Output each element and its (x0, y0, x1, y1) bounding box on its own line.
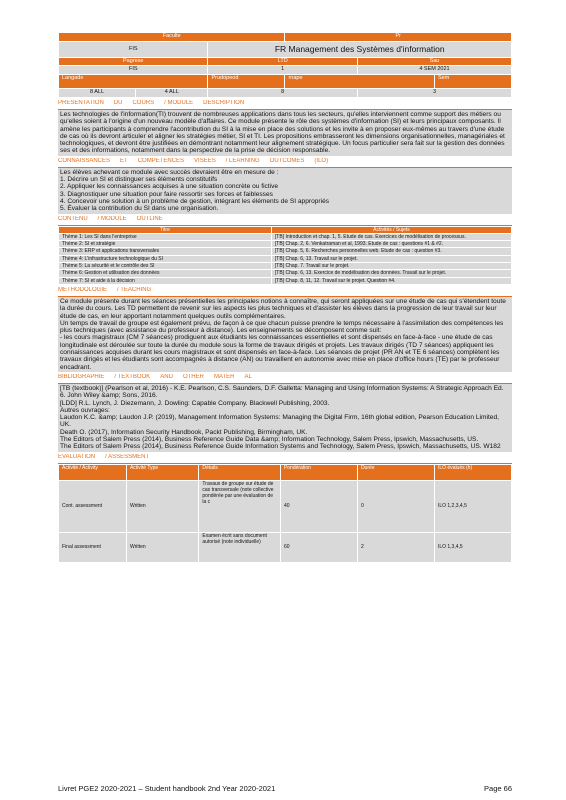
method-block (58, 297, 512, 372)
header-label: Langade (59, 75, 208, 89)
description-block (58, 110, 512, 156)
outline-activity: [TB] Chap. 6, 13. Exercice de modélisation des données. Travail sur le projet. (271, 270, 511, 277)
section-heading-bibliography: BIBLIOGRAPHIE / TEXTBOOK AND OTHER MATER AL (58, 374, 512, 384)
bibliography-item: Death O. (2017), Information Security Handbook, Packt Publishing, Birmingham, UK. (60, 428, 308, 436)
bibliography-block (58, 384, 512, 452)
assessment-weight: 60 (280, 532, 357, 562)
outline-theme: Thème 7: SI et aide à la décision (59, 277, 272, 284)
assessment-header: ILO évalués (h) (434, 464, 511, 480)
assessment-activity: Cont. assessment (59, 480, 127, 532)
outline-theme: Thème 6: Gestion et utilisation des données (59, 270, 272, 277)
header-label: Pr (285, 33, 512, 42)
outline-activity: [TB] Chap. 5, 6. Recherches personnelles web. Étude de cas : question #3. (271, 248, 511, 255)
header-value: 3 (357, 89, 511, 98)
header-value: FIS (59, 66, 208, 75)
ilo-item: 3. Diagnostiquer une situation pour faire ressortir ses forces et faiblesses (60, 190, 273, 198)
assessment-header: Détails (199, 464, 281, 480)
page-footer (58, 784, 512, 793)
section-heading-ilo: CONNAISSANCES ET COMPETENCES VISEES / LEARNING OUTCOMES (ILO) (58, 158, 512, 168)
bibliography-item: [LDD] R.L. Lynch, J. Diezemann, J. Dowling: Capable Company. Blackwell Publishing, 2003. (60, 399, 330, 407)
assessment-ilo: ILO 1,3,4,5 (434, 532, 511, 562)
footer-handbook-title: Livret PGE2 2020-2021 – Student handbook 2nd Year 2020-2021 (58, 784, 276, 793)
ilo-item: 1. Décrire un SI et distinguer ses éléments constitutifs (60, 176, 218, 184)
bibliography-item: [TB (textbook)] (Pearlson et al, 2016) - K.E. Pearlson, C.S. Saunders, D.F. Galletta: Managing and Using Information Systems: A Strategic Approach Ed. 6. John Wiley &amp; Sons, 2016. (60, 384, 504, 400)
outline-theme: Thème 4: L'infrastructure technologique du SI (59, 255, 272, 262)
outline-theme: Thème 5: La sécurité et le contrôle des SI (59, 263, 272, 270)
assessment-details: Examen écrit sans document autorisé (note individuelle) (199, 532, 281, 562)
outline-activity: [TB] Introduction et chap. 1, 5. Étude de cas. Exercices de modélisation de processus. (271, 233, 511, 240)
assessment-header: Activité Type (126, 464, 198, 480)
outline-theme: Thème 1: Les SI dans l'entreprise (59, 233, 272, 240)
header-value: 8 (208, 89, 357, 98)
assessment-type: Written (126, 532, 198, 562)
page (58, 32, 512, 563)
method-text: Un temps de travail de groupe est également prévu, de façon à ce que chacun puisse prendre le temps nécessaire à l'assimilation des compétences les plus techniques (avec assistance du professeur à distance). Les enseignements se décomposent comme suit: (60, 319, 504, 335)
page-number: Page 66 (484, 784, 512, 793)
bibliography-item: The Editors of Salem Press (2014), Business Reference Guide Data &amp; Information Technology, Salem Press, Ipswich, Massachusetts, US. (60, 435, 479, 443)
header-label: rnape (285, 75, 434, 89)
ilo-item: 4. Concevoir une solution à un problème de gestion, intégrant les éléments de SI appropriés (60, 197, 330, 205)
section-heading-description: PRESENTATION DU COURS / MODULE DESCRIPTION (58, 100, 512, 110)
outline-theme: Thème 3: ERP et applications transversales (59, 248, 272, 255)
header-label: Sem (434, 75, 511, 89)
header-label: Prudopeod (208, 75, 285, 89)
header-label: LTD (208, 58, 357, 66)
assessment-header: Durée (357, 464, 434, 480)
course-title: FR Management des Systèmes d'information (208, 42, 512, 58)
assessment-header: Pondération (280, 464, 357, 480)
assessment-duration: 0 (357, 480, 434, 532)
outline-activity: [TB] Chap. 7. Travail sur le projet. (271, 263, 511, 270)
outline-header: Titre (59, 226, 272, 233)
outline-activity: [TB] Chap. 2, 6. Venkatraman et al, 1993. Étude de cas : questions #1 & #2. (271, 241, 511, 248)
outline-activity: [TB] Chap. 6, 13. Travail sur le projet. (271, 255, 511, 262)
outline-theme: Thème 2: SI et stratégie (59, 241, 272, 248)
description-text: Les technologies de l'information(TI) trouvent de nombreuses applications dans tous les secteurs, qu'elles interviennent comme support des métiers ou qu'elles soient à l'origine d'un nouveau modèle d'affaires. Ce module présente le rôle des systèmes d'information (SI) et leurs principaux composants. Il amène les participants à comprendre l'acontribution du SI à la mise en place des solutions et les invite à en proposer eux-mêmes au travers d'une étude de cas où ils devront articuler et aligner les stratégies métier, SI et TI. Les propositions embrasseront les dimensions organisationnelles, managériales et technologiques, et devront être justifiées en démontrant notamment leur alignement stratégique. Un focus particulier sera fait sur la gestion des données ses et des informations, notamment dans la perspective de la prise de décision responsable. (60, 111, 505, 155)
section-heading-teaching: METHODOLOGIE / TEACHING (58, 287, 512, 297)
assessment-table (58, 464, 512, 563)
ilo-intro: Les élèves achevant ce module avec succès devraient être en mesure de : (60, 168, 279, 176)
ilo-block (58, 168, 512, 214)
ilo-item: 5. Évaluer la contribution du SI dans une organisation. (60, 205, 219, 213)
header-label: Sau (357, 58, 511, 66)
course-code: FIS (59, 42, 208, 58)
bibliography-item: Autres ouvrages: (60, 406, 110, 414)
header-table (58, 32, 512, 98)
assessment-duration: 2 (357, 532, 434, 562)
assessment-weight: 40 (280, 480, 357, 532)
section-heading-outline: CONTENU / MODULE OUTLINE (58, 216, 512, 226)
assessment-activity: Final assessment (59, 532, 127, 562)
header-label: Pagrese (59, 58, 208, 66)
header-value: 4 SEM 2021 (357, 66, 511, 75)
ilo-item: 2. Appliquer les connaissances acquises à une situation concrète ou fictive (60, 183, 279, 191)
bibliography-item: Laudon K.C. &amp; Laudon J.P. (2019), Management Information Systems: Managing the Digital Firm, 16th global edition, Pearson Education Limited, UK. (60, 414, 499, 429)
bibliography-item: The Editors of Salem Press (2014), Business Reference Guide Information Systems and Technology, Salem Press, Ipswich, Massachusetts, US. W182 (60, 443, 501, 451)
assessment-type: Written (126, 480, 198, 532)
assessment-header: Activité / Activity (59, 464, 127, 480)
outline-header: Activités / Sujets (271, 226, 511, 233)
header-value: 8 ALL (59, 89, 136, 98)
header-label: Faculte (59, 33, 285, 42)
outline-activity: [TB] Chap. 8, 11, 12. Travail sur le projet. Question #4. (271, 277, 511, 284)
method-text: - les cours magistraux (CM 7 séances) prodiguent aux étudiants les connaissances essentielles et sont dispensés en face-à-face - une étude de cas longitudinale est déroulée sur toute la durée du module sous la forme de travaux dirigés et projets. Les travaux dirigés (TD 7 séances) appliquent les connaissances acquises durant les cours magistraux et sont dispensés en face-à-face. Les séances de projet (PR AN et TE 6 séances) complètent les travaux dirigés et les étudiants sont accompagnés à distance (AN) ou travaillent en autonomie avec mise en place d'office hours (TE) par le professeur encadrant. (60, 334, 500, 371)
outline-table (58, 226, 512, 285)
assessment-ilo: ILO 1,2,3,4,5 (434, 480, 511, 532)
method-text: Ce module présente durant les séances présentielles les principales notions à connaître, qui seront appliquées sur une étude de cas qui s'étendent toute la durée du cours. Les TD permettent de revenir sur les aspects les plus techniques et d'assister les élèves dans la progression de leur travail sur leur étude de cas, en leur apportant notamment quelques outils complémentaires. (60, 297, 506, 320)
assessment-details: Travaux de groupe sur étude de cas transversale (note collective pondérée par une évaluation de la c (199, 480, 281, 532)
header-value: 1 (208, 66, 357, 75)
section-heading-assessment: EVALUATION / ASSESSMENT (58, 454, 512, 464)
header-value: 4 ALL (136, 89, 208, 98)
